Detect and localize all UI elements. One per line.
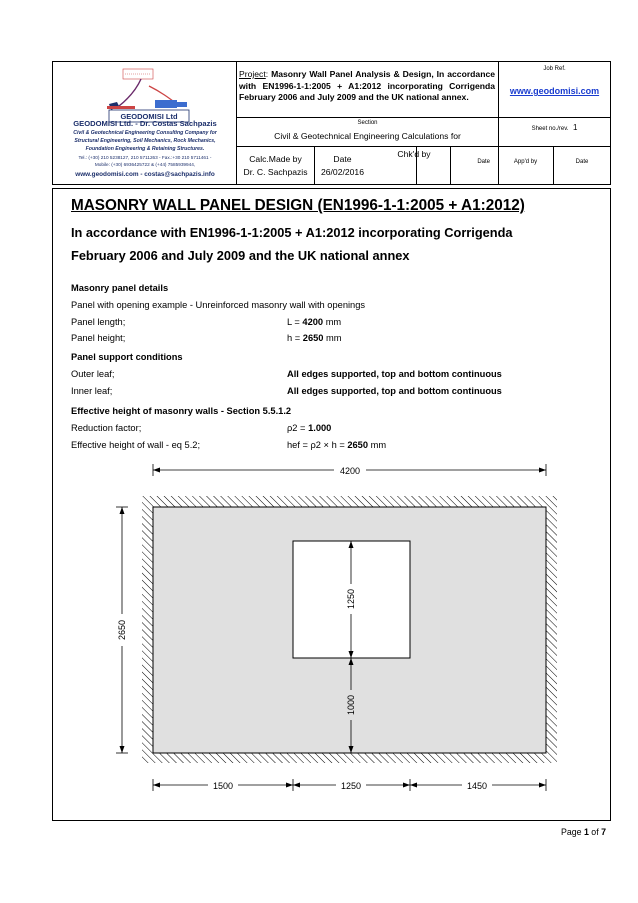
effective-height-formula: hef = ρ2 × h = [287, 440, 348, 450]
subtitle-line-2: February 2006 and July 2009 and the UK national annex [71, 248, 410, 263]
calc-made-by-value: Dr. C. Sachpazis [243, 167, 308, 177]
panel-details-heading: Masonry panel details [71, 283, 169, 293]
company-mobile: Mobile: (+30) 6936425722 & (+44) 7585939944, [94, 162, 196, 167]
effective-height-number: 2650 [347, 440, 369, 450]
calc-made-by-label: Calc.Made by [249, 154, 302, 164]
dim-label-right: 1450 [466, 781, 488, 791]
company-web-email[interactable]: www.geodomisi.com - costas@sachpazis.info [75, 171, 215, 178]
length-prefix: L = [287, 317, 303, 327]
dimension-total-height [115, 507, 129, 753]
dim-label-opening-width: 1250 [340, 781, 362, 791]
reduction-symbol: ρ2 = [287, 423, 309, 433]
inner-leaf-label: Inner leaf; [71, 386, 113, 396]
company-line-1: Civil & Geotechnical Engineering Consulting Company for [73, 130, 217, 136]
reduction-factor-label: Reduction factor; [71, 423, 142, 433]
logo-text: GEODOMISI Ltd [120, 112, 178, 121]
dim-label-total-width: 4200 [339, 466, 361, 476]
support-conditions-heading: Panel support conditions [71, 352, 183, 362]
page-of: of [588, 827, 602, 837]
height-number: 2650 [302, 333, 324, 343]
project-description: Project: Masonry Wall Panel Analysis & Design, In accordance with EN1996-1-1:2005 + A1:2012 incorporating Corrigenda February 2006 and July 2009 and the UK national annex. [239, 69, 495, 102]
effective-height-unit: mm [368, 440, 387, 450]
approved-by-label: App'd by [513, 159, 538, 165]
date-value: 26/02/2016 [320, 167, 364, 177]
outer-leaf-value: All edges supported, top and bottom continuous [287, 369, 502, 379]
dimension-total-width [153, 464, 546, 476]
page-prefix: Page [560, 827, 584, 837]
reduction-number: 1.000 [308, 423, 332, 433]
height-unit: mm [323, 333, 342, 343]
inner-leaf-value: All edges supported, top and bottom continuous [287, 386, 502, 396]
page-title: MASONRY WALL PANEL DESIGN (EN1996-1-1:2005 + A1:2012) [71, 197, 525, 214]
company-line-2: Structural Engineering, Soil Mechanics, Rock Mechanics, [74, 138, 216, 144]
height-prefix: h = [287, 333, 303, 343]
dim-label-sill-height: 1000 [346, 694, 356, 716]
length-number: 4200 [302, 317, 324, 327]
page-number [561, 827, 606, 837]
section-label: Section [357, 120, 378, 126]
dimension-bottom-chain [153, 779, 546, 791]
effective-height-label: Effective height of wall - eq 5.2; [71, 440, 201, 450]
job-ref-link[interactable]: www.geodomisi.com [509, 86, 600, 96]
checked-by-label: Chk'd by [397, 149, 431, 159]
panel-height-label: Panel height; [71, 333, 126, 343]
checked-date-label: Date [477, 159, 490, 165]
panel-description: Panel with opening example - Unreinforced masonry wall with openings [71, 300, 366, 310]
company-line-3: Foundation Engineering & Retaining Structures. [85, 146, 205, 152]
subtitle-line-1: In accordance with EN1996-1-1:2005 + A1:2012 incorporating Corrigenda [71, 225, 513, 240]
company-name: GEODOMISI Ltd. - Dr. Costas Sachpazis [73, 119, 217, 128]
date-label: Date [333, 154, 352, 164]
project-label: Project [239, 69, 266, 79]
company-telephone: Tel.: (+30) 210 5238127, 210 5711263 - Fax.:+30 210 5711461 - [78, 155, 212, 160]
section-value: Civil & Geotechnical Engineering Calculations for [274, 131, 461, 141]
dim-label-total-height: 2650 [117, 619, 127, 641]
sheet-label: Sheet no./rev. [531, 126, 569, 132]
dim-label-opening-height: 1250 [346, 588, 356, 610]
length-unit: mm [323, 317, 342, 327]
effective-height-heading: Effective height of masonry walls - Section 5.5.1.2 [71, 406, 292, 416]
job-ref-label: Job Ref. [543, 66, 566, 72]
outer-leaf-label: Outer leaf; [71, 369, 115, 379]
approved-date-label: Date [575, 159, 589, 165]
project-text: Masonry Wall Panel Analysis & Design, In accordance with EN1996-1-1:2005 + A1:2012 incorporating Corrigenda February 2006 and July 2009 and the UK national annex. [239, 69, 495, 102]
page-current: 1 [583, 827, 589, 837]
dim-label-left: 1500 [212, 781, 234, 791]
sheet-value: 1 [572, 123, 578, 132]
page-total: 7 [601, 827, 606, 837]
panel-length-label: Panel length; [71, 317, 126, 327]
